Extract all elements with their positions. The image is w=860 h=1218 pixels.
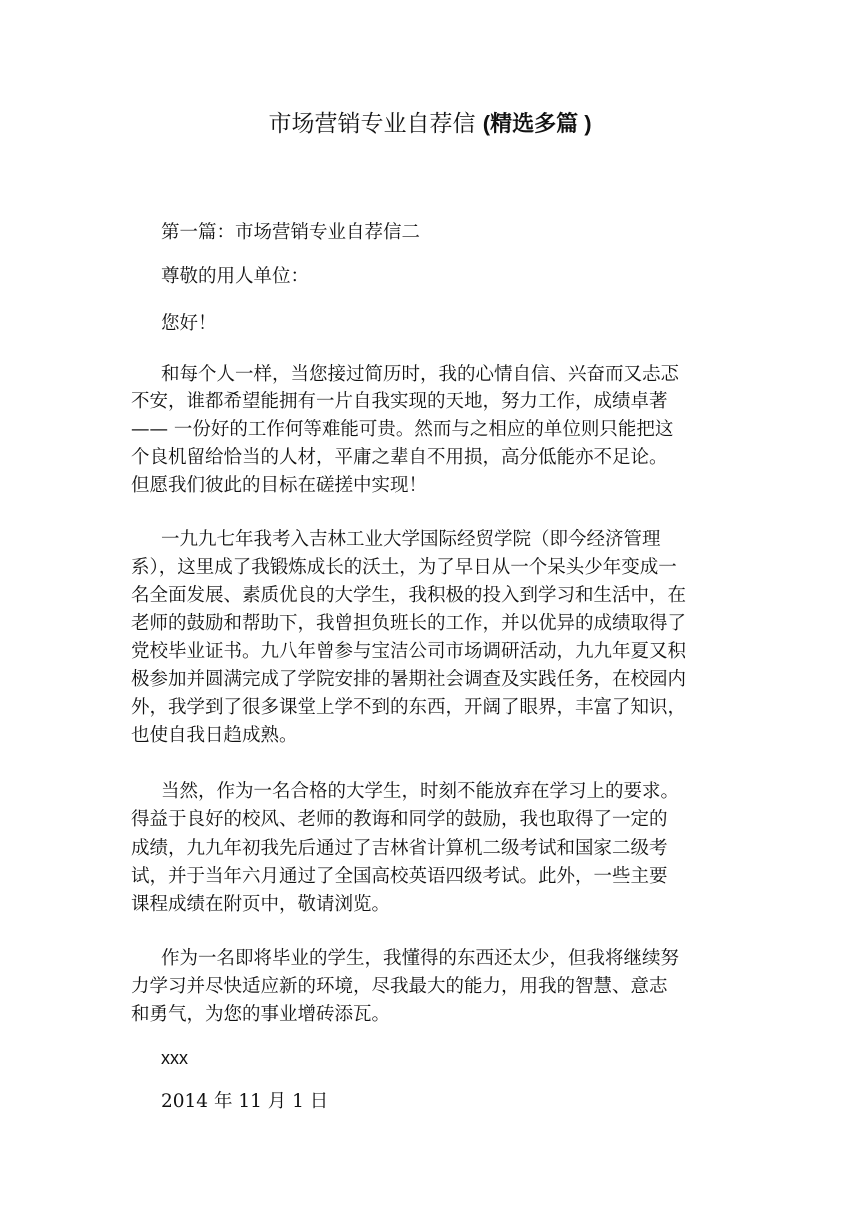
paragraph-line: 当然，作为一名合格的大学生，时刻不能放弃在学习上的要求。	[161, 781, 680, 802]
paragraph-line: 名全面发展、素质优良的大学生，我积极的投入到学习和生活中，在	[131, 585, 687, 606]
paragraph-line: 一九九七年我考入吉林工业大学国际经贸学院（即今经济管理	[161, 529, 661, 550]
salutation: 尊敬的用人单位：	[161, 266, 310, 287]
title-text: 市场营销专业自荐信	[268, 111, 476, 137]
paragraph-line: 党校毕业证书。九八年曾参与宝洁公司市场调研活动，九九年夏又积	[131, 641, 687, 662]
paragraph-line: 外，我学到了很多课堂上学不到的东西，开阔了眼界，丰富了知识，	[131, 697, 687, 718]
paragraph-line: —— 一份好的工作何等难能可贵。然而与之相应的单位则只能把这	[131, 419, 674, 440]
section-heading: 第一篇：市场营销专业自荐信二	[161, 222, 421, 243]
paragraph-line: 和勇气，为您的事业增砖添瓦。	[131, 1004, 391, 1025]
paragraph-line: 和每个人一样，当您接过简历时，我的心情自信、兴奋而又忐忑	[161, 364, 680, 385]
paragraph-line: 极参加并圆满完成了学院安排的暑期社会调查及实践任务，在校园内	[131, 669, 687, 690]
paragraph-line: 成绩，九九年初我先后通过了吉林省计算机二级考试和国家二级考	[131, 838, 668, 859]
greeting: 您好！	[161, 313, 217, 334]
paragraph-line: 老师的鼓励和帮助下，我曾担负班长的工作，并以优异的成绩取得了	[131, 613, 687, 634]
paragraph-line: 得益于良好的校风、老师的教诲和同学的鼓励，我也取得了一定的	[131, 809, 668, 830]
date: 2014 年 11 月 1 日	[161, 1091, 329, 1112]
paragraph-line: 课程成绩在附页中，敬请浏览。	[131, 894, 391, 915]
title-suffix: (精选多篇 )	[482, 111, 592, 136]
paragraph-line: 作为一名即将毕业的学生，我懂得的东西还太少，但我将继续努	[161, 948, 680, 969]
paragraph-line: 个良机留给恰当的人材，平庸之辈自不用损，高分低能亦不足论。	[131, 447, 668, 468]
document-title	[0, 108, 860, 140]
paragraph-line: 系），这里成了我锻炼成长的沃土，为了早日从一个呆头少年变成一	[131, 557, 677, 578]
paragraph-line: 也使自我日趋成熟。	[131, 725, 298, 746]
paragraph-line: 试，并于当年六月通过了全国高校英语四级考试。此外，一些主要	[131, 866, 668, 887]
paragraph-line: 不安，谁都希望能拥有一片自我实现的天地，努力工作，成绩卓著	[131, 391, 668, 412]
paragraph-line: 但愿我们彼此的目标在磋搓中实现！	[131, 475, 428, 496]
signature: xxx	[161, 1048, 188, 1068]
paragraph-line: 力学习并尽快适应新的环境，尽我最大的能力，用我的智慧、意志	[131, 976, 668, 997]
